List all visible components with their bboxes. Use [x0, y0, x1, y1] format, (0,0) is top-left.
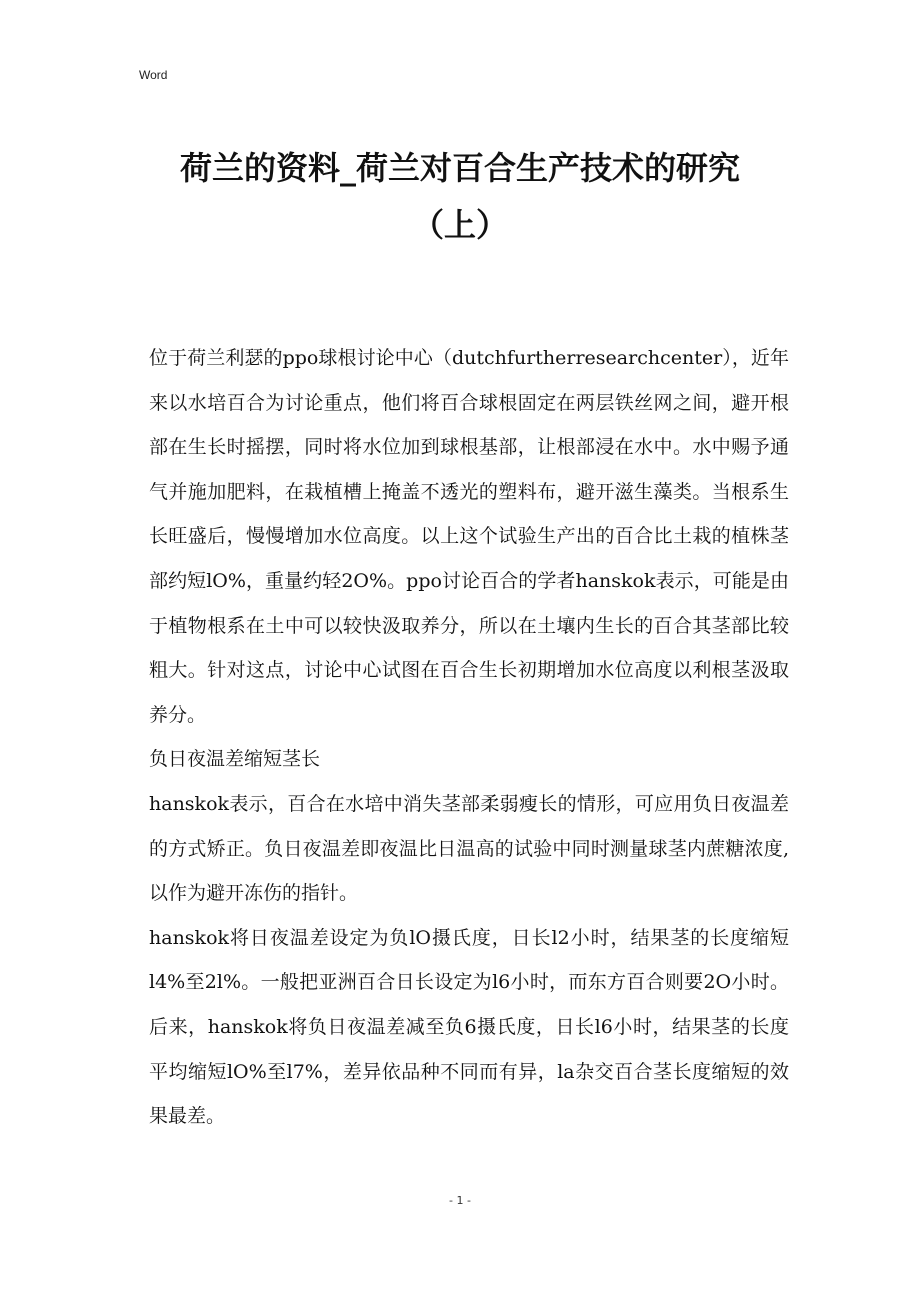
document-title-line1: 荷兰的资料_荷兰对百合生产技术的研究	[179, 149, 740, 187]
paragraph-2: hanskok表示，百合在水培中消失茎部柔弱瘦长的情形，可应用负日夜温差的方式矫正。负日夜温差即夜温比日温高的试验中同时测量球茎内蔗糖浓度,以作为避开冻伤的指针。	[149, 792, 789, 905]
paragraph-3: hanskok将日夜温差设定为负lO摄氏度，日长l2小时，结果茎的长度缩短l4%至2l%。一般把亚洲百合日长设定为l6小时，而东方百合则要2O小时。后来，hanskok将负日夜温差减至负6摄氏度，日长l6小时，结果茎的长度平均缩短lO%至l7%，差异依品种不同而有异，la杂交百合茎长度缩短的效果最差。	[149, 926, 789, 1128]
paragraph-1: 位于荷兰利瑟的ppo球根讨论中心（dutchfurtherresearchcenter），近年来以水培百合为讨论重点，他们将百合球根固定在两层铁丝网之间，避开根部在生长时摇摆，同时将水位加到球根基部，让根部浸在水中。水中赐予通气并施加肥料，在栽植槽上掩盖不透光的塑料布，避开滋生藻类。当根系生长旺盛后，慢慢增加水位高度。以上这个试验生产出的百合比土栽的植株茎部约短lO%，重量约轻2O%。ppo讨论百合的学者hanskok表示，可能是由于植物根系在土中可以较快汲取养分，所以在土壤内生长的百合其茎部比较粗大。针对这点，讨论中心试图在百合生长初期增加水位高度以利根茎汲取养分。	[149, 347, 789, 726]
document-body	[139, 336, 789, 1139]
header-label: Word	[139, 68, 168, 82]
section-heading: 负日夜温差缩短茎长	[149, 748, 321, 771]
document-title-line2: （上）	[411, 206, 508, 244]
page-number: - 1 -	[449, 1194, 471, 1207]
